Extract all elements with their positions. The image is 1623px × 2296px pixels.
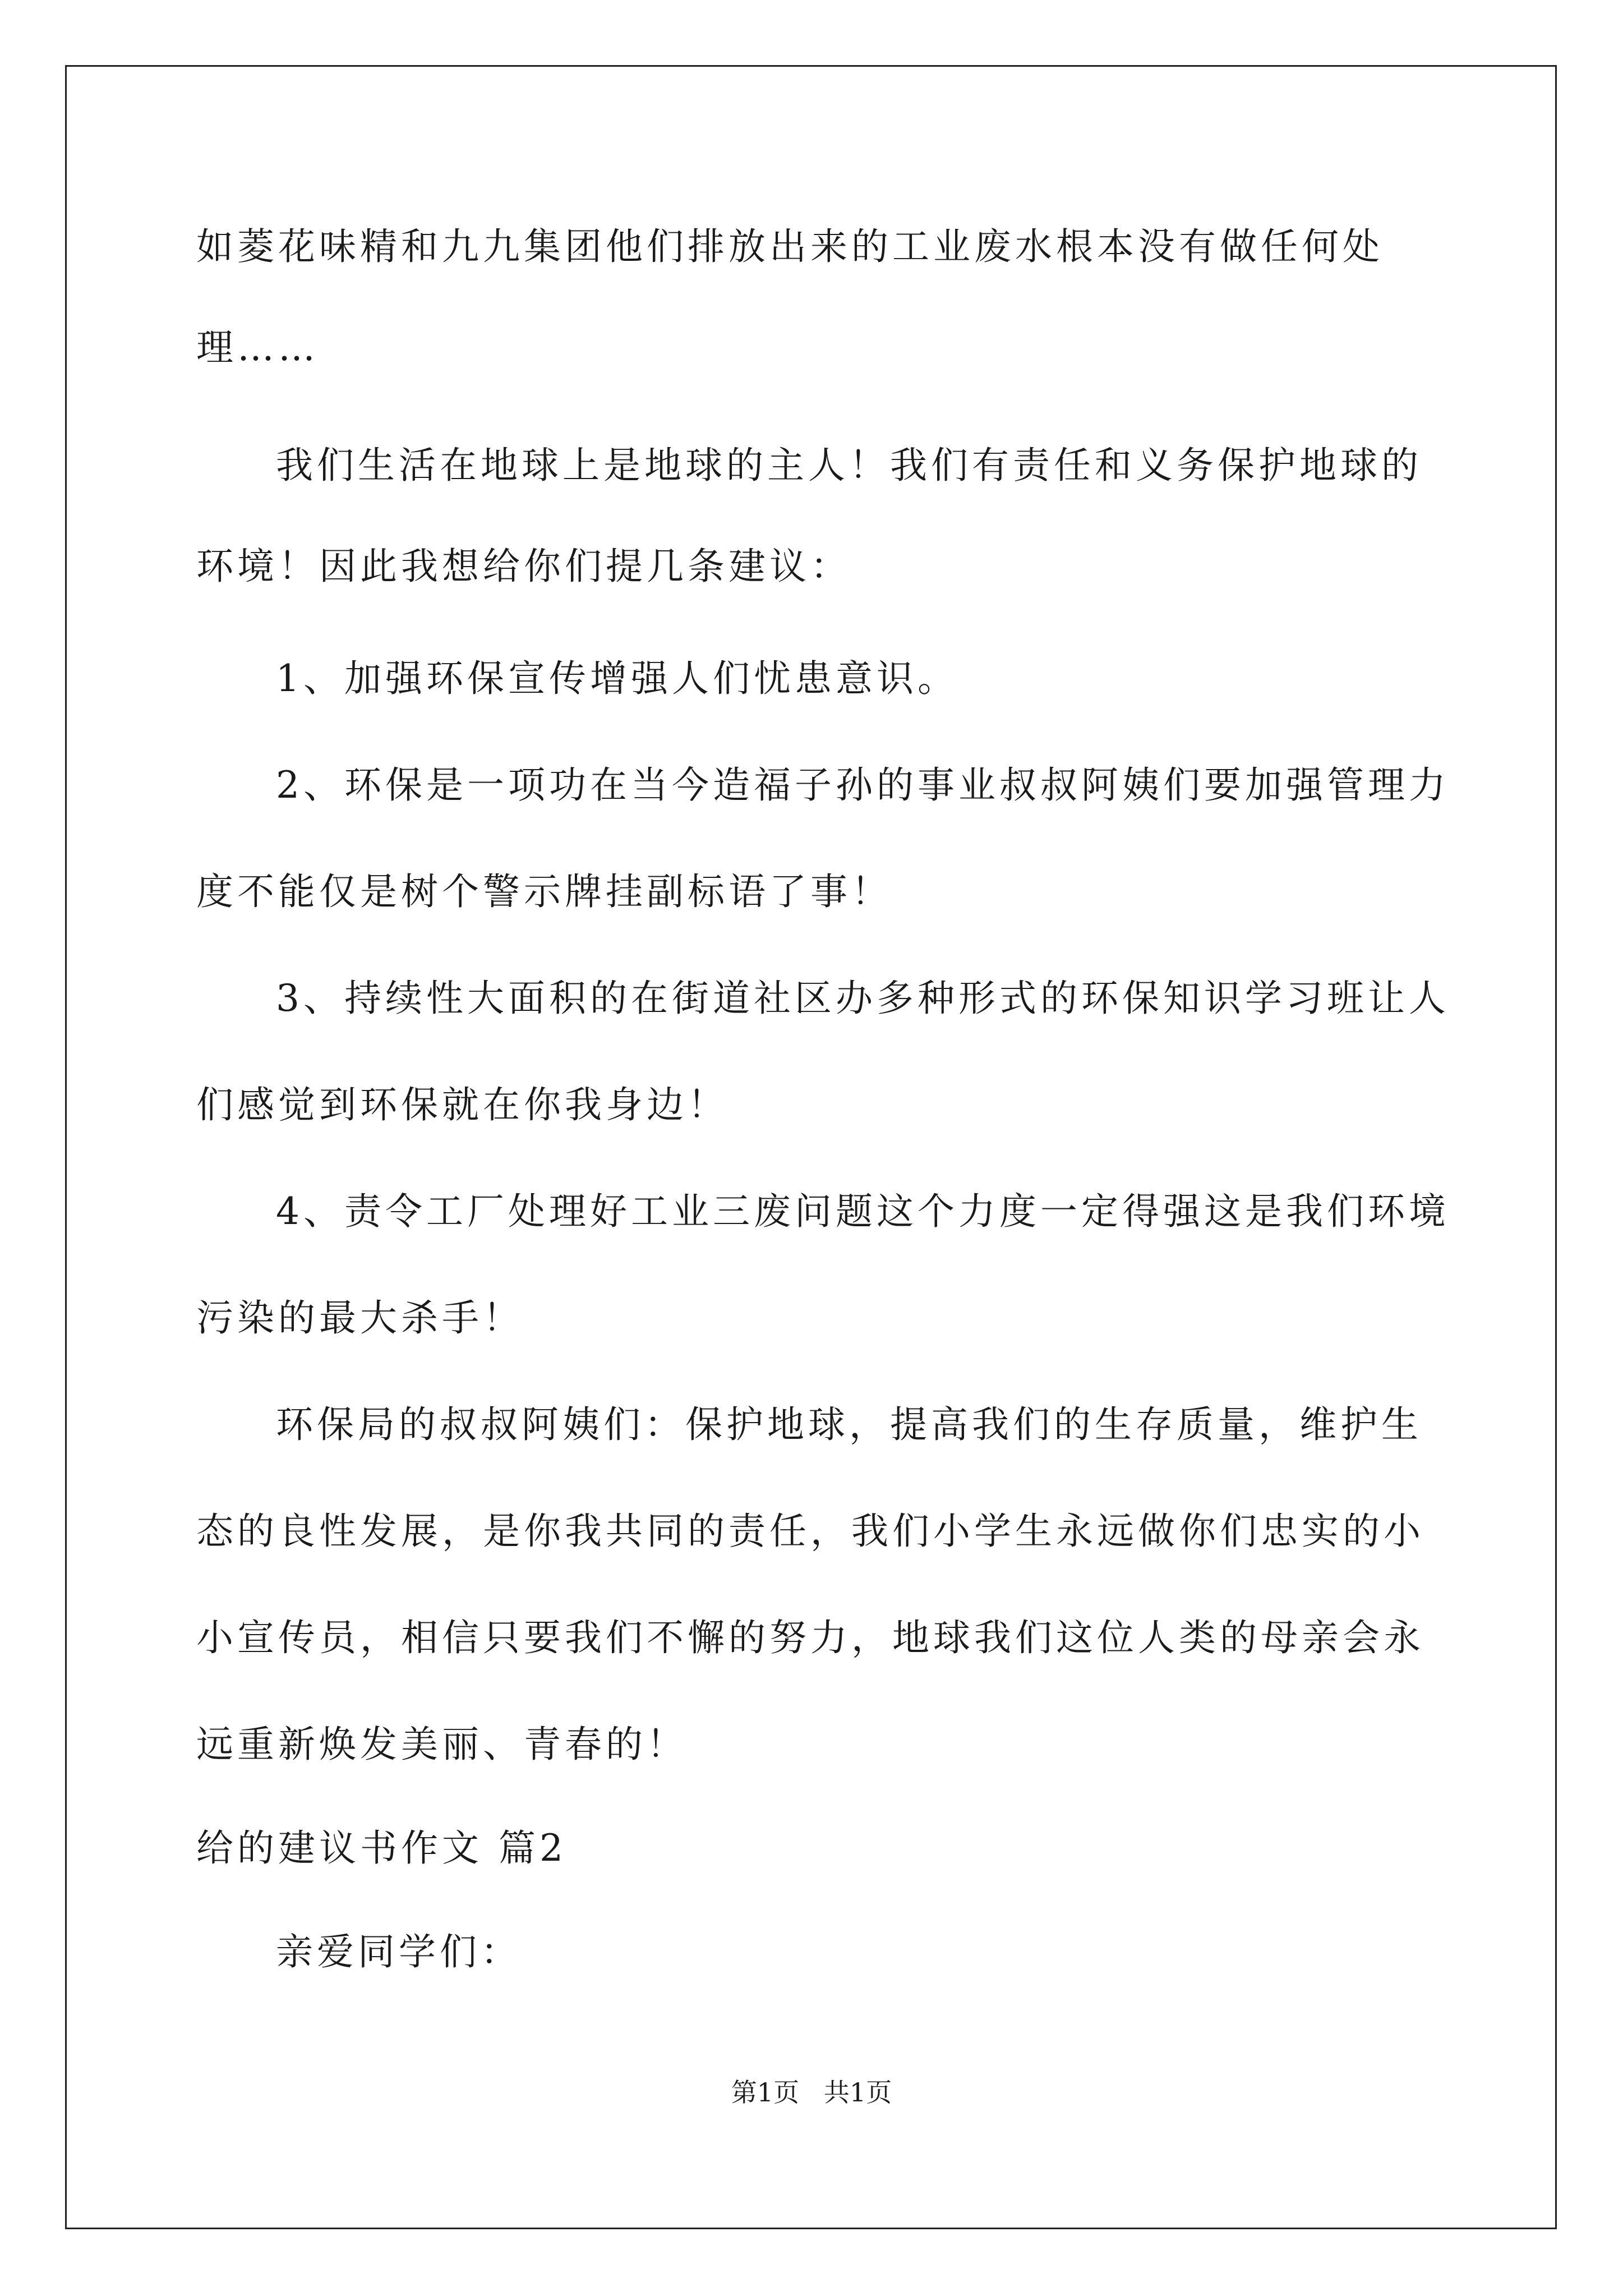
section-heading: 给的建议书作文 篇2 [196, 1826, 567, 1870]
closing-line-3: 小宣传员，相信只要我们不懈的努力，地球我们这位人类的母亲会永 [196, 1616, 1424, 1659]
page-number: 第1页 共1页 [731, 2077, 892, 2108]
paragraph-1-line-2: 理…… [196, 326, 319, 369]
suggestion-4-line-2: 污染的最大杀手！ [196, 1296, 524, 1340]
suggestion-1-line-1: 1、加强环保宣传增强人们忧患意识。 [276, 657, 958, 700]
suggestion-4-line-1: 4、责令工厂处理好工业三废问题这个力度一定得强这是我们环境 [276, 1190, 1450, 1233]
suggestion-3-line-1: 3、持续性大面积的在街道社区办多种形式的环保知识学习班让人 [276, 977, 1450, 1020]
closing-line-2: 态的良性发展，是你我共同的责任，我们小学生永远做你们忠实的小 [196, 1510, 1424, 1553]
suggestion-3-line-2: 们感觉到环保就在你我身边！ [196, 1083, 728, 1126]
paragraph-1-line-1: 如菱花味精和九九集团他们排放出来的工业废水根本没有做任何处 [196, 225, 1384, 268]
page-border [65, 65, 1557, 2229]
greeting: 亲爱同学们： [276, 1930, 522, 1973]
suggestion-2-line-2: 度不能仅是树个警示牌挂副标语了事！ [196, 870, 892, 913]
suggestion-2-line-1: 2、环保是一项功在当今造福子孙的事业叔叔阿姨们要加强管理力 [276, 763, 1450, 807]
paragraph-2-line-2: 环境！因此我想给你们提几条建议： [196, 545, 851, 588]
closing-line-4: 远重新焕发美丽、青春的！ [196, 1723, 688, 1766]
paragraph-2-line-1: 我们生活在地球上是地球的主人！我们有责任和义务保护地球的 [276, 444, 1422, 487]
closing-line-1: 环保局的叔叔阿姨们：保护地球，提高我们的生存质量，维护生 [276, 1403, 1422, 1446]
